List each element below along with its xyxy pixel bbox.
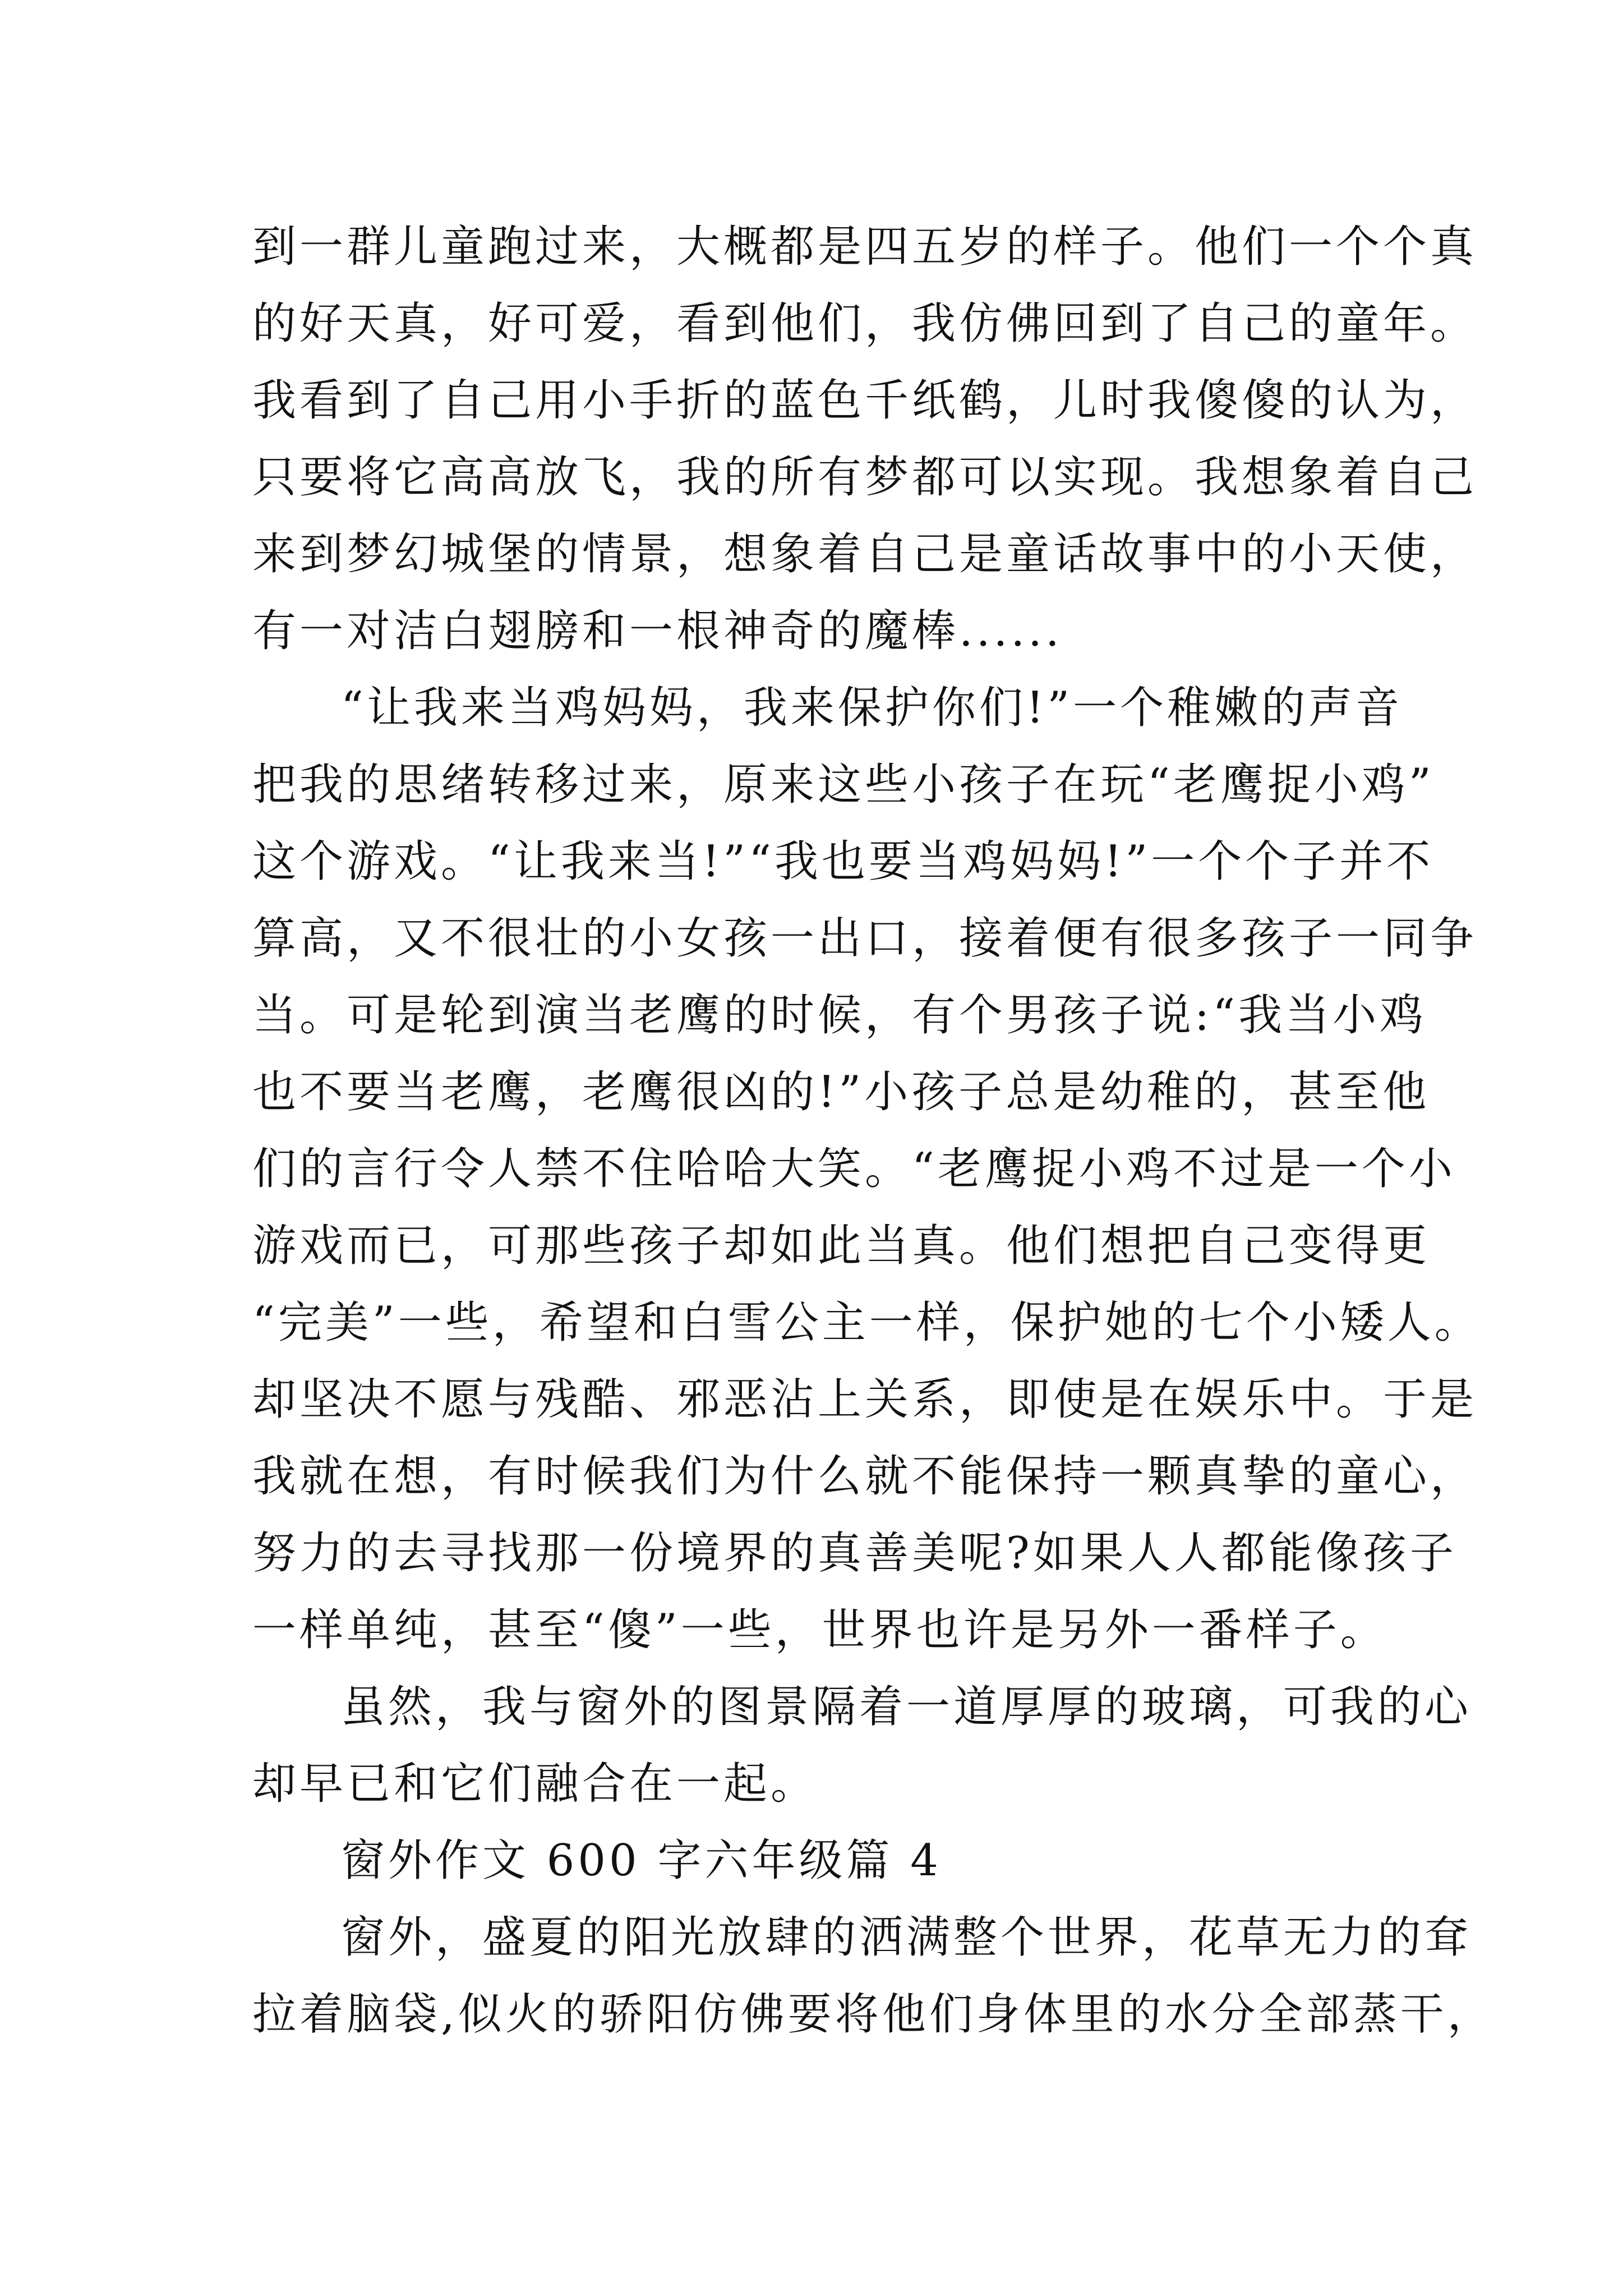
- section-heading: 窗外作文 600 字六年级篇 4: [341, 1835, 942, 1886]
- text-line: 我看到了自己用小手折的蓝色千纸鹤，儿时我傻傻的认为，: [252, 375, 1478, 426]
- text-line: 的好天真，好可爱，看到他们，我仿佛回到了自己的童年。: [252, 298, 1478, 349]
- text-line: 游戏而已，可那些孩子却如此当真。他们想把自己变得更: [252, 1221, 1431, 1271]
- paragraph-start-line: “让我来当鸡妈妈，我来保护你们!”一个稚嫩的声音: [341, 683, 1403, 733]
- text-line: 到一群儿童跑过来，大概都是四五岁的样子。他们一个个真: [252, 222, 1478, 272]
- text-line: 却坚决不愿与残酷、邪恶沾上关系，即使是在娱乐中。于是: [252, 1374, 1478, 1425]
- text-line: 只要将它高高放飞，我的所有梦都可以实现。我想象着自己: [252, 452, 1478, 503]
- text-line: 一样单纯，甚至“傻”一些，世界也许是另外一番样子。: [252, 1605, 1387, 1655]
- text-line: 把我的思绪转移过来，原来这些小孩子在玩“老鹰捉小鸡”: [252, 760, 1435, 810]
- article-body: [252, 209, 1495, 2053]
- text-line: 们的言行令人禁不住哈哈大笑。“老鹰捉小鸡不过是一个小: [252, 1144, 1456, 1194]
- paragraph-start-line: 窗外，盛夏的阳光放肆的洒满整个世界，花草无力的耷: [341, 1912, 1472, 1963]
- text-line: 努力的去寻找那一份境界的真善美呢?如果人人都能像孩子: [252, 1528, 1457, 1579]
- text-line: 却早已和它们融合在一起。: [252, 1759, 818, 1809]
- text-line: 也不要当老鹰，老鹰很凶的!”小孩子总是幼稚的，甚至他: [252, 1067, 1430, 1117]
- text-line: 这个游戏。“让我来当!”“我也要当鸡妈妈!”一个个子并不: [252, 836, 1434, 887]
- text-line: 来到梦幻城堡的情景，想象着自己是童话故事中的小天使，: [252, 529, 1478, 579]
- text-line: 算高，又不很壮的小女孩一出口，接着便有很多孩子一同争: [252, 913, 1478, 964]
- text-line: 有一对洁白翅膀和一根神奇的魔棒......: [252, 606, 1063, 656]
- text-line: “完美”一些，希望和白雪公主一样，保护她的七个小矮人。: [252, 1297, 1482, 1348]
- text-line: 拉着脑袋,似火的骄阳仿佛要将他们身体里的水分全部蒸干，: [252, 1989, 1495, 2040]
- paragraph-start-line: 虽然，我与窗外的图景隔着一道厚厚的玻璃，可我的心: [341, 1682, 1472, 1732]
- text-line: 我就在想，有时候我们为什么就不能保持一颗真挚的童心，: [252, 1451, 1478, 1502]
- text-line: 当。可是轮到演当老鹰的时候，有个男孩子说:“我当小鸡: [252, 990, 1427, 1041]
